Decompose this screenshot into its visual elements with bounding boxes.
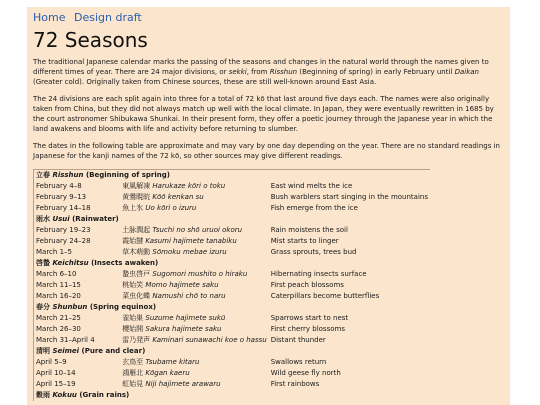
- section-header-cell: [34, 390, 430, 401]
- section-kanji: 立春: [36, 171, 53, 179]
- ko-kanji: 櫻始開: [122, 325, 146, 333]
- section-romaji: Kokuu: [52, 391, 77, 399]
- name-cell: [120, 368, 269, 379]
- meaning-cell: Fish emerge from the ice: [270, 204, 358, 212]
- section-kanji: 春分: [36, 303, 53, 311]
- meaning-cell: Grass sprouts, trees bud: [270, 248, 357, 256]
- table-row: [34, 379, 430, 390]
- date-cell: February 19–23: [36, 226, 91, 234]
- name-cell: [120, 247, 269, 258]
- ko-kanji: 魚上氷: [122, 204, 146, 212]
- section-english: (Grain rains): [76, 391, 130, 399]
- ko-reading: Kasumi hajimete tanabiku: [145, 237, 237, 245]
- table-row: [34, 335, 430, 346]
- seasons-table-wrapper: [33, 169, 430, 401]
- ko-reading: Sugomori mushito o hiraku: [152, 270, 248, 278]
- name-cell: [120, 324, 269, 335]
- section-header-row: [34, 170, 430, 181]
- ko-kanji: 雀始巣: [122, 314, 146, 322]
- ko-reading: Suzume hajimete sukū: [145, 314, 226, 322]
- table-row: [34, 368, 430, 379]
- section-english: (Pure and clear): [79, 347, 146, 355]
- section-header-row: [34, 258, 430, 269]
- date-cell: April 15–19: [36, 380, 76, 388]
- intro-paragraph-3: The dates in the following table are approximate and may vary by one day depending on the year. There are no standard readings in Japanese for the kanji names of the 72 kō, so other sources may give different readings.: [33, 142, 500, 160]
- section-header-row: [34, 390, 430, 401]
- ko-kanji: 黄鶯睍睆: [122, 193, 153, 201]
- name-cell: [120, 379, 269, 390]
- name-cell: [120, 203, 269, 214]
- table-row: [34, 181, 430, 192]
- ko-reading: Namushi chō to naru: [152, 292, 226, 300]
- date-cell: March 11–15: [36, 281, 81, 289]
- ko-kanji: 玄鳥至: [122, 358, 146, 366]
- date-cell: February 14–18: [36, 204, 91, 212]
- ko-reading: Kaminari sunawachi koe o hassu: [152, 336, 267, 344]
- section-header-row: [34, 302, 430, 313]
- page-title: 72 Seasons: [33, 28, 148, 52]
- meaning-cell: Caterpillars become butterflies: [270, 292, 380, 300]
- intro-paragraph-1: The traditional Japanese calendar marks the passing of the seasons and changes in the natural world through the names given to different times of year. There are 24 major divisions, or sekki, from Risshun (Beginning of spring) in early February until Daikan (Greater cold). Originally taken from Chinese sources, these are still well-known around East Asia.: [33, 58, 489, 86]
- date-cell: February 4–8: [36, 182, 82, 190]
- seasons-table-body: [34, 170, 430, 401]
- meaning-cell: First cherry blossoms: [270, 325, 345, 333]
- name-cell: [120, 335, 269, 346]
- ko-reading: Sakura hajimete saku: [145, 325, 222, 333]
- section-kanji: 雨水: [36, 215, 53, 223]
- ko-kanji: 蟄虫啓戸: [122, 270, 153, 278]
- section-header-row: [34, 346, 430, 357]
- date-cell: February 24–28: [36, 237, 91, 245]
- date-cell: March 21–25: [36, 314, 81, 322]
- name-cell: [120, 357, 269, 368]
- section-romaji: Risshun: [52, 171, 84, 179]
- date-cell: April 5–9: [36, 358, 67, 366]
- date-cell: March 31–April 4: [36, 336, 95, 344]
- ko-kanji: 桃始笑: [122, 281, 146, 289]
- section-kanji: 穀雨: [36, 391, 53, 399]
- design-draft-link[interactable]: Design draft: [73, 11, 142, 24]
- meaning-cell: Distant thunder: [270, 336, 326, 344]
- top-nav: [33, 11, 504, 25]
- name-cell: [120, 192, 269, 203]
- section-romaji: Keichitsu: [52, 259, 89, 267]
- section-kanji: 啓蟄: [36, 259, 53, 267]
- section-romaji: Usui: [52, 215, 70, 223]
- meaning-cell: Sparrows start to nest: [270, 314, 349, 322]
- page-panel: [27, 7, 510, 405]
- section-kanji: 清明: [36, 347, 53, 355]
- section-header-cell: [34, 258, 430, 269]
- ko-reading: Harukaze kōri o toku: [152, 182, 226, 190]
- home-link[interactable]: Home: [33, 11, 66, 24]
- ko-reading: Sōmoku mebae izuru: [152, 248, 227, 256]
- ko-reading: Momo hajimete saku: [145, 281, 219, 289]
- meaning-cell: East wind melts the ice: [270, 182, 353, 190]
- table-row: [34, 236, 430, 247]
- table-row: [34, 313, 430, 324]
- ko-reading: Tsubame kitaru: [145, 358, 200, 366]
- ko-reading: Kōō kenkan su: [152, 193, 204, 201]
- section-header-cell: [34, 302, 430, 313]
- ko-kanji: 虹始見: [122, 380, 146, 388]
- meaning-cell: First peach blossoms: [270, 281, 344, 289]
- table-row: [34, 324, 430, 335]
- ko-reading: Tsuchi no shō uruoi okoru: [152, 226, 243, 234]
- name-cell: [120, 236, 269, 247]
- date-cell: April 10–14: [36, 369, 76, 377]
- name-cell: [120, 269, 269, 280]
- ko-kanji: 霞始靆: [122, 237, 146, 245]
- ko-kanji: 土脉潤起: [122, 226, 153, 234]
- ko-kanji: 雷乃発声: [122, 336, 153, 344]
- section-english: (Beginning of spring): [83, 171, 170, 179]
- ko-kanji: 菜虫化蝶: [122, 292, 153, 300]
- section-romaji: Shunbun: [52, 303, 88, 311]
- ko-reading: Niji hajimete arawaru: [145, 380, 221, 388]
- table-row: [34, 192, 430, 203]
- section-romaji: Seimei: [52, 347, 80, 355]
- ko-kanji: 鴻雁北: [122, 369, 146, 377]
- meaning-cell: Rain moistens the soil: [270, 226, 348, 234]
- table-row: [34, 291, 430, 302]
- table-row: [34, 225, 430, 236]
- meaning-cell: Mist starts to linger: [270, 237, 339, 245]
- table-row: [34, 203, 430, 214]
- date-cell: March 1–5: [36, 248, 72, 256]
- name-cell: [120, 313, 269, 324]
- name-cell: [120, 291, 269, 302]
- ko-kanji: 東風解凍: [122, 182, 153, 190]
- meaning-cell: Wild geese fly north: [270, 369, 341, 377]
- date-cell: March 6–10: [36, 270, 77, 278]
- section-english: (Insects awaken): [88, 259, 159, 267]
- section-header-cell: [34, 214, 430, 225]
- name-cell: [120, 181, 269, 192]
- name-cell: [120, 280, 269, 291]
- ko-reading: Kōgan kaeru: [145, 369, 190, 377]
- ko-reading: Uo kōri o izuru: [145, 204, 197, 212]
- meaning-cell: Hibernating insects surface: [270, 270, 367, 278]
- meaning-cell: First rainbows: [270, 380, 320, 388]
- meaning-cell: Bush warblers start singing in the mountains: [270, 193, 428, 201]
- date-cell: March 26–30: [36, 325, 81, 333]
- section-header-cell: [34, 346, 430, 357]
- name-cell: [120, 225, 269, 236]
- seasons-table: [34, 170, 430, 401]
- section-english: (Spring equinox): [87, 303, 157, 311]
- intro-paragraph-2: The 24 divisions are each split again into three for a total of 72 kō that last around five days each. The names were also originally taken from China, but they did not always match up well with the local climate. In Japan, they were eventually rewritten in 1685 by the court astronomer Shibukawa Shunkai. In their present form, they offer a poetic journey through the Japanese year in which the land awakens and blooms with life and activity before returning to slumber.: [33, 95, 494, 133]
- section-header-row: [34, 214, 430, 225]
- table-row: [34, 247, 430, 258]
- table-row: [34, 269, 430, 280]
- section-english: (Rainwater): [69, 215, 119, 223]
- table-row: [34, 357, 430, 368]
- ko-kanji: 草木萌動: [122, 248, 153, 256]
- date-cell: March 16–20: [36, 292, 81, 300]
- section-header-cell: [34, 170, 430, 181]
- table-row: [34, 280, 430, 291]
- date-cell: February 9–13: [36, 193, 87, 201]
- meaning-cell: Swallows return: [270, 358, 327, 366]
